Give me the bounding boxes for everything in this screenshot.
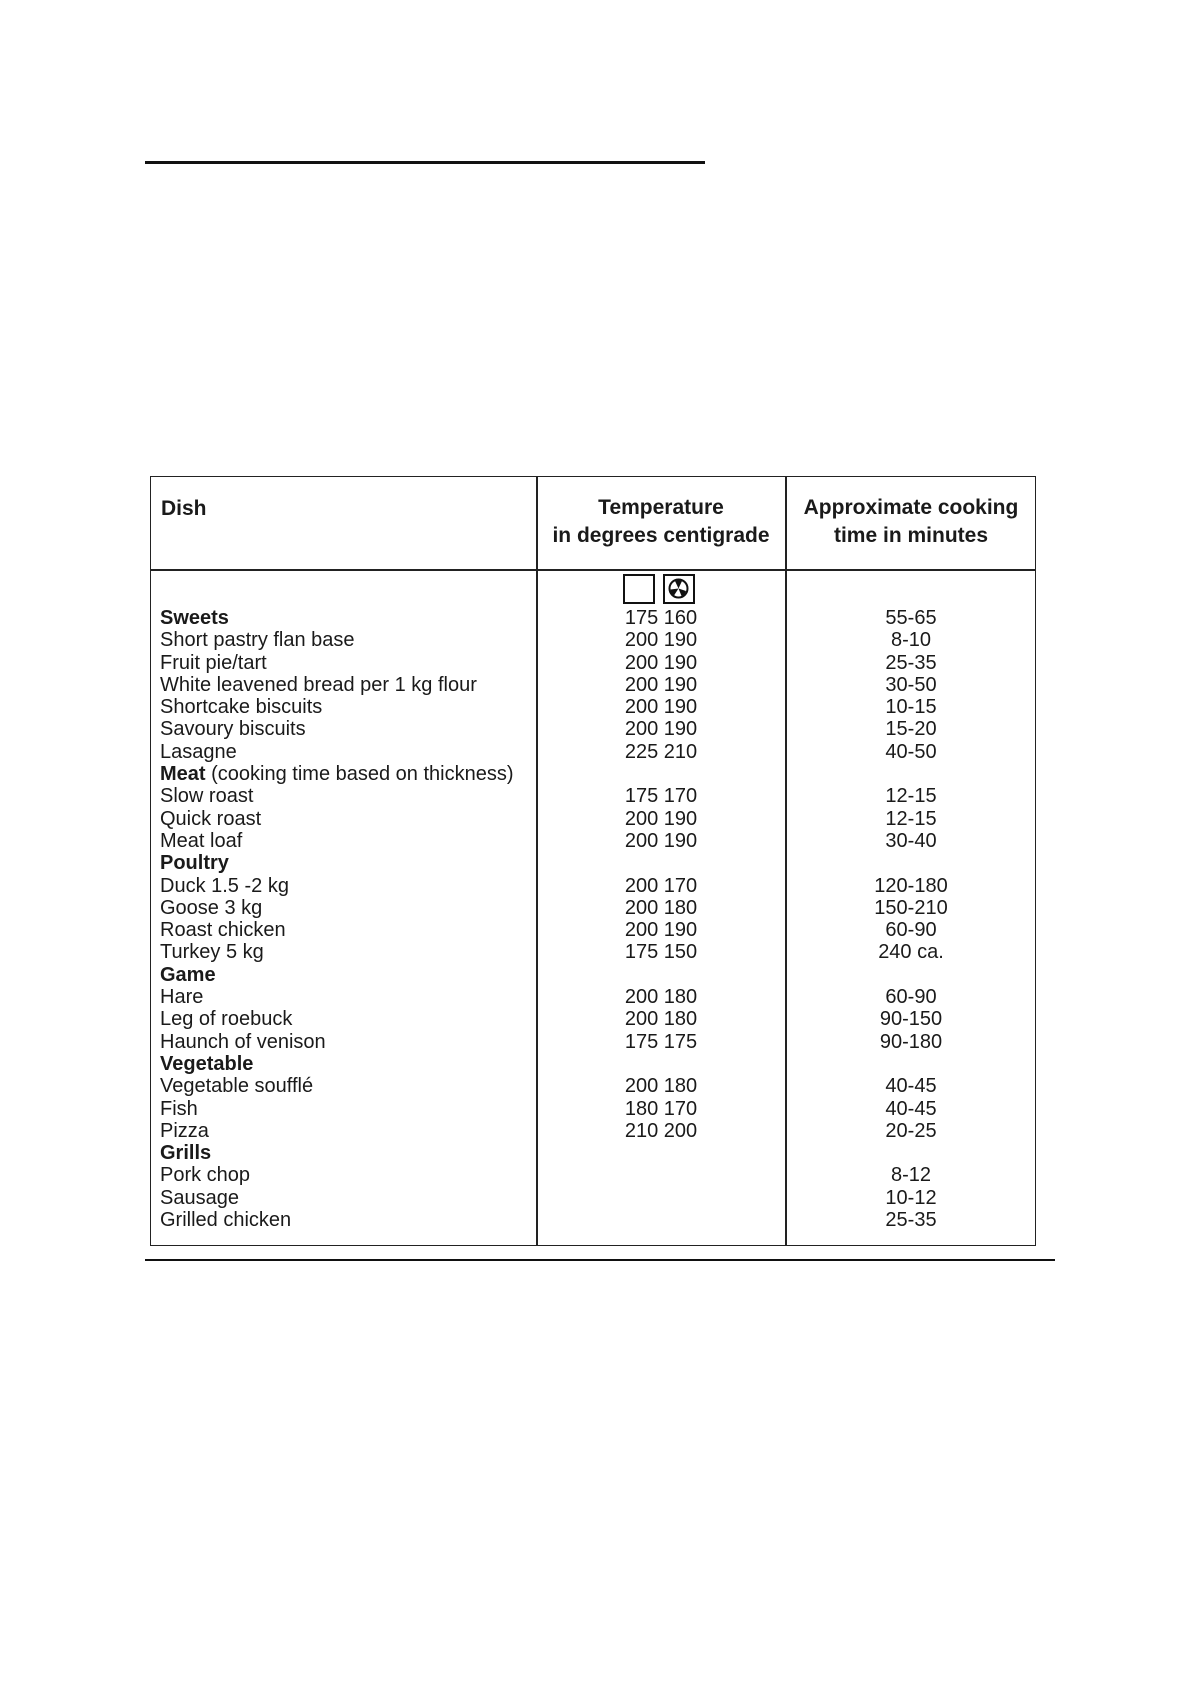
dish-name — [160, 852, 229, 874]
temperature-value: 200 180 — [624, 986, 698, 1009]
table-row — [151, 1187, 1035, 1209]
dish-label: Haunch of venison — [160, 1030, 326, 1053]
header-divider — [151, 569, 1035, 571]
dish-label: Roast chicken — [160, 919, 286, 942]
category-label: Meat — [160, 763, 206, 786]
dish-label: Savoury biscuits — [160, 718, 306, 741]
dish-label: Fish — [160, 1097, 198, 1120]
table-row — [151, 1120, 1035, 1142]
temperature-value: 200 190 — [624, 718, 698, 741]
top-rule — [145, 161, 705, 164]
time-value: 120-180 — [874, 874, 948, 897]
time-value: 90-180 — [879, 1030, 943, 1053]
temperature-value: 180 170 — [624, 1097, 698, 1120]
dish-name — [160, 1187, 239, 1209]
temperature-value: 200 190 — [624, 696, 698, 719]
dish-label: Sausage — [160, 1186, 239, 1209]
dish-name — [160, 919, 286, 941]
table-row — [151, 1209, 1035, 1231]
time-value: 10-15 — [885, 696, 937, 719]
table-row — [151, 741, 1035, 763]
temperature-value: 200 170 — [624, 874, 698, 897]
dish-name — [160, 1164, 250, 1186]
dish-name — [160, 696, 322, 718]
dish-label: Grilled chicken — [160, 1209, 292, 1232]
time-value: 60-90 — [885, 986, 937, 1009]
dish-name — [160, 1098, 198, 1120]
table-row — [151, 808, 1035, 830]
time-value: 12-15 — [885, 807, 937, 830]
dish-name — [160, 875, 289, 897]
fan-oven-icon — [663, 574, 695, 604]
time-value: 20-25 — [885, 1119, 937, 1142]
time-value: 8-12 — [890, 1164, 932, 1187]
temperature-value: 225 210 — [624, 740, 698, 763]
dish-name — [160, 1142, 211, 1164]
temperature-value: 210 200 — [624, 1119, 698, 1142]
table-row — [151, 629, 1035, 651]
time-value: 55-65 — [885, 607, 937, 629]
dish-name — [160, 964, 216, 986]
table-body — [151, 607, 1035, 1231]
dish-label: Leg of roebuck — [160, 1008, 293, 1031]
dish-label: Duck 1.5 -2 kg — [160, 874, 289, 897]
dish-name — [160, 741, 237, 763]
dish-label: Quick roast — [160, 807, 262, 830]
dish-name — [160, 897, 262, 919]
table-row — [151, 1031, 1035, 1053]
table-row — [151, 763, 1035, 785]
temperature-value: 175 170 — [624, 785, 698, 808]
dish-name — [160, 652, 267, 674]
dish-name — [160, 1031, 326, 1053]
table-row — [151, 1142, 1035, 1164]
dish-label: Hare — [160, 986, 204, 1009]
time-value: 30-40 — [885, 829, 937, 852]
dish-name — [160, 763, 514, 785]
table-row — [151, 1053, 1035, 1075]
table-row — [151, 607, 1035, 629]
table-row — [151, 1164, 1035, 1186]
dish-name — [160, 629, 355, 651]
table-row — [151, 674, 1035, 696]
time-value: 12-15 — [885, 785, 937, 808]
table-row — [151, 652, 1035, 674]
header-dish: Dish — [161, 497, 207, 520]
temperature-value: 200 190 — [624, 651, 698, 674]
dish-name — [160, 1075, 313, 1097]
dish-label: Slow roast — [160, 785, 254, 808]
table-row — [151, 1008, 1035, 1030]
table-row — [151, 1075, 1035, 1097]
time-value: 240 ca. — [878, 941, 944, 964]
temperature-value: 175 150 — [624, 941, 698, 964]
time-value: 40-45 — [885, 1075, 937, 1098]
dish-label: Fruit pie/tart — [160, 651, 267, 674]
dish-label: Pork chop — [160, 1164, 251, 1187]
dish-label: White leavened bread per 1 kg flour — [160, 673, 477, 696]
dish-name — [160, 1120, 209, 1142]
table-row — [151, 1098, 1035, 1120]
dish-name — [160, 718, 306, 740]
conventional-oven-icon — [623, 574, 655, 604]
dish-label: Pizza — [160, 1119, 209, 1142]
table-row — [151, 897, 1035, 919]
table-row — [151, 941, 1035, 963]
table-row — [151, 875, 1035, 897]
time-value: 25-35 — [885, 1209, 937, 1232]
dish-name — [160, 941, 264, 963]
time-value: 150-210 — [874, 896, 948, 919]
time-value: 40-50 — [885, 740, 937, 763]
dish-name — [160, 1209, 291, 1231]
dish-label: Lasagne — [160, 740, 237, 763]
time-value: 15-20 — [885, 718, 937, 741]
temperature-value: 200 190 — [624, 629, 698, 652]
time-value: 8-10 — [890, 629, 932, 652]
dish-label: Shortcake biscuits — [160, 696, 323, 719]
temperature-value: 175 175 — [624, 1030, 698, 1053]
dish-label: Goose 3 kg — [160, 896, 263, 919]
table-row — [151, 830, 1035, 852]
oven-mode-icons — [623, 574, 695, 606]
table-row — [151, 785, 1035, 807]
dish-label: Vegetable soufflé — [160, 1075, 314, 1098]
table-row — [151, 986, 1035, 1008]
temperature-value: 175 160 — [624, 607, 698, 629]
temperature-value: 200 190 — [624, 829, 698, 852]
table-row — [151, 919, 1035, 941]
category-label: Grills — [160, 1142, 212, 1165]
time-value: 40-45 — [885, 1097, 937, 1120]
dish-label: Turkey 5 kg — [160, 941, 264, 964]
temperature-value: 200 190 — [624, 807, 698, 830]
dish-label: Short pastry flan base — [160, 629, 355, 652]
header-temperature-line2: in degrees centigrade — [552, 524, 770, 547]
category-label: Vegetable — [160, 1052, 254, 1075]
time-value: 25-35 — [885, 651, 937, 674]
dish-label: Meat loaf — [160, 829, 243, 852]
dish-name — [160, 674, 477, 696]
dish-name — [160, 1053, 253, 1075]
temperature-value: 200 180 — [624, 1075, 698, 1098]
dish-name — [160, 1008, 292, 1030]
table-row — [151, 964, 1035, 986]
table-row — [151, 852, 1035, 874]
temperature-value: 200 180 — [624, 896, 698, 919]
time-value: 30-50 — [885, 673, 937, 696]
dish-name — [160, 607, 229, 629]
dish-name — [160, 986, 203, 1008]
header-time-line2: time in minutes — [833, 524, 989, 547]
time-value: 10-12 — [885, 1186, 937, 1209]
time-value: 90-150 — [879, 1008, 943, 1031]
category-label: Game — [160, 963, 216, 986]
dish-name — [160, 830, 242, 852]
header-temperature-line1: Temperature — [598, 496, 724, 519]
bottom-rule — [145, 1259, 1055, 1261]
dish-name — [160, 808, 261, 830]
time-value: 60-90 — [885, 919, 937, 942]
table-row — [151, 696, 1035, 718]
header-time-line1: Approximate cooking — [803, 496, 1019, 519]
temperature-value: 200 180 — [624, 1008, 698, 1031]
temperature-value: 200 190 — [624, 919, 698, 942]
dish-name — [160, 785, 253, 807]
category-note: (cooking time based on thickness) — [205, 763, 514, 786]
temperature-value: 200 190 — [624, 673, 698, 696]
header-time — [786, 494, 1036, 550]
category-label: Sweets — [160, 607, 229, 629]
cooking-table — [150, 476, 1036, 1246]
table-row — [151, 718, 1035, 740]
category-label: Poultry — [160, 852, 229, 875]
header-temperature — [537, 494, 785, 550]
